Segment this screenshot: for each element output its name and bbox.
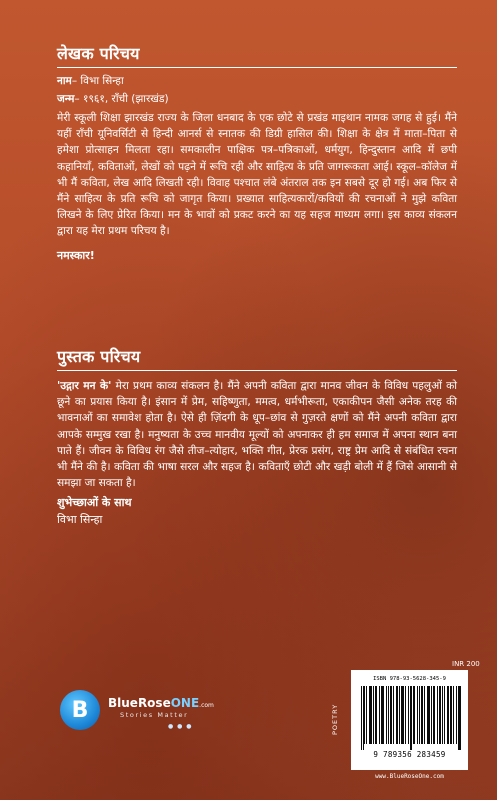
publisher-logo-icon: B: [60, 690, 100, 730]
website-url: www.BlueRoseOne.com: [375, 773, 444, 780]
price-label: INR 200: [452, 660, 480, 668]
publisher-name-accent: ONE: [170, 696, 200, 710]
book-paragraph: [57, 378, 457, 491]
publisher-name-main: BlueRose: [108, 696, 171, 710]
book-section: [57, 345, 457, 528]
publisher-tagline: Stories Matter: [120, 711, 189, 719]
author-birth-line: [57, 92, 457, 106]
author-paragraph: मेरी स्कूली शिक्षा झारखंड राज्य के जिला धनबाद के एक छोटे से प्रखंड माइथान नामक जगह से हुई। मैंने यहीं राँची यूनिवर्सिटी से हिन्दी आनर्स से स्नातक की डिग्री हासिल की। शिक्षा के क्षेत्र में माता–पिता से हमेशा प्रोत्साहन मिलता रहा। समकालीन पाक्षिक पत्र–पत्रिकाओं, धर्मयुग, हिन्दुस्तान आदि में छपी कहानियाँ, कविताओं, लेखों को पढ़ने में रूचि रही और साहित्य के प्रति जागरूकता आई। स्कूल–कॉलेज में भी मैं कविता, लेख आदि लिखती रही। विवाह पश्चात लंबे अंतराल तक इन सबसे दूर हो गई। अब फिर से मैंने साहित्य के प्रति रूचि को जागृत किया। प्रख्यात साहित्यकारों/कवियों की रचनाओं ने मुझे कविता लिखने के लिए प्रेरित किया। मन के भावों को प्रकट करने का यह सहज माध्यम लगा। इस काव्य संकलन द्वारा यह मेरा प्रथम परिचय है।: [57, 112, 457, 238]
category-label: POETRY: [331, 703, 339, 735]
publisher-name: [108, 696, 214, 710]
social-icons: ● ● ●: [168, 723, 193, 730]
book-heading: पुस्तक परिचय: [57, 345, 457, 371]
sign-name: विभा सिन्हा: [57, 513, 103, 527]
book-paragraph-text: मेरा प्रथम काव्य संकलन है। मैंने अपनी कविता द्वारा मानव जीवन के विविध पहलुओं को छूने का प्रयास किया है। इंसान में प्रेम, सहिष्णुता, ममत्व, धर्मभीरूता, एकाकीपन जैसी अनेक तरह की भावनाओं का समावेश होता है। ऐसे ही ज़िंदगी के धूप–छांव से गुज़रते क्षणों को मैंने अपनी कविता द्वारा आपके सम्मुख रखा है। मनुष्यता के उच्च मानवीय मूल्यों को अपनाकर ही हम समाज में अपना स्थान बना पाते हैं। जीवन के विविध रंग जैसे तीज–त्योहार, भक्ति गीत, प्रेरक प्रसंग, राष्ट्र प्रेम आदि से संबंधित रचना भी मैंने की है। कविता की भाषा सरल और सहज है। कविताएँ छोटी और खड़ी बोली में हैं जिसे आसानी से समझा जा सकता है।: [57, 380, 457, 490]
isbn-digits: 9 789356 283459: [373, 750, 446, 759]
signature-block: [57, 494, 457, 528]
name-label: नाम: [57, 75, 72, 87]
book-title: 'उद्गार मन के': [57, 380, 112, 392]
barcode: [351, 670, 468, 770]
name-value: – विभा सिन्हा: [71, 75, 124, 87]
author-name-line: [57, 74, 457, 88]
barcode-bars: [361, 686, 461, 750]
sign-greeting: शुभेच्छाओं के साथ: [57, 496, 132, 510]
publisher-name-suffix: .com: [199, 702, 214, 709]
birth-value: – १९६१, राँची (झारखंड): [74, 93, 169, 105]
isbn-top-text: ISBN 978-93-5628-345-9: [373, 676, 446, 682]
author-closing: नमस्कार!: [57, 248, 95, 262]
author-section: [57, 42, 457, 263]
publisher-logo: [60, 690, 220, 736]
birth-label: जन्म: [57, 93, 75, 105]
author-heading: लेखक परिचय: [57, 42, 457, 68]
